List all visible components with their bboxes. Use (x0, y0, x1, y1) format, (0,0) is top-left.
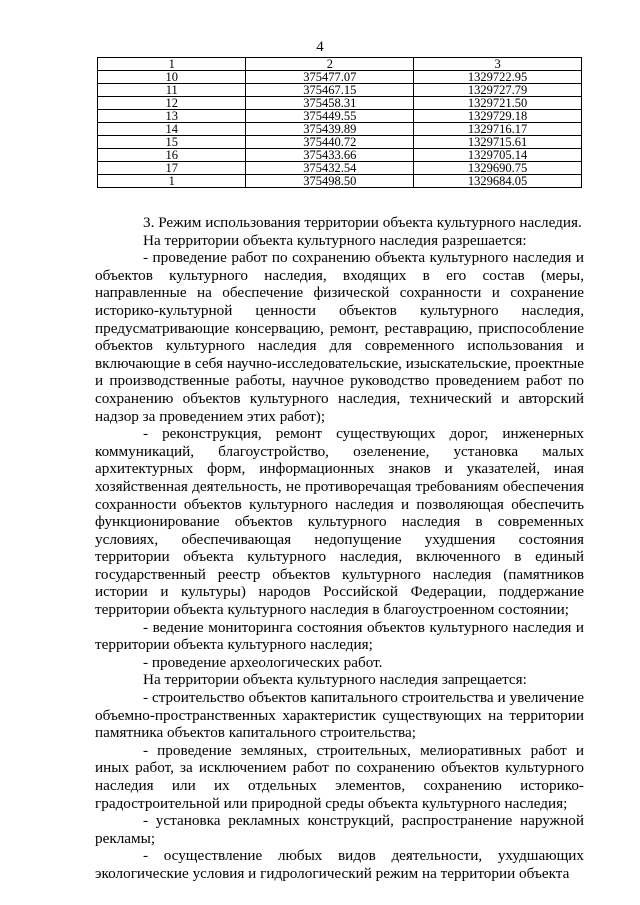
table-cell: 1329722.95 (414, 71, 582, 84)
table-cell: 14 (98, 123, 246, 136)
table-cell: 15 (98, 136, 246, 149)
list-item: - установка рекламных конструкций, распространение наружной рекламы; (95, 812, 584, 847)
table-cell: 375433.66 (246, 149, 414, 162)
paragraph: На территории объекта культурного наследия запрещается: (143, 671, 527, 689)
list-item: - строительство объектов капитального строительства и увеличение объемно-пространственных характеристик существующих на территории памятника объектов капитального строительства; (95, 689, 584, 742)
table-header-row (98, 58, 582, 71)
document-body (95, 214, 584, 883)
table-cell: 375477.07 (246, 71, 414, 84)
table-cell: 17 (98, 162, 246, 175)
table-row (98, 84, 582, 97)
table-row (98, 149, 582, 162)
table-header-cell: 3 (414, 58, 582, 71)
table-cell: 12 (98, 97, 246, 110)
table-cell: 375449.55 (246, 110, 414, 123)
coordinates-table (97, 57, 582, 188)
table-cell: 375458.31 (246, 97, 414, 110)
table-cell: 16 (98, 149, 246, 162)
table-row (98, 175, 582, 188)
section-heading: 3. Режим использования территории объекта культурного наследия. (143, 214, 582, 231)
table-cell: 375498.50 (246, 175, 414, 188)
paragraph: На территории объекта культурного наследия разрешается: (143, 231, 527, 249)
table-cell: 1329690.75 (414, 162, 582, 175)
table-row (98, 136, 582, 149)
table-cell: 1329729.18 (414, 110, 582, 123)
list-item: - проведение работ по сохранению объекта культурного наследия и объектов культурного наследия, входящих в его состав (меры, направленные на обеспечение физической сохранности и сохранение историко-культурной ценности объектов культурного наследия, предусматривающие консервацию, ремонт, реставрацию, приспособление объектов культурного наследия для современного использования и включающие в себя научно-исследовательские, изыскательские, проектные и производственные работы, научное руководство проведением работ по сохранению объектов культурного наследия, технический и авторский надзор за проведением этих работ); (95, 249, 584, 425)
list-item: - проведение земляных, строительных, мелиоративных работ и иных работ, за исключением работ по сохранению объектов культурного наследия или их отдельных элементов, сохранению историко-градостроительной или природной среды объекта культурного наследия; (95, 741, 584, 812)
table-cell: 375439.89 (246, 123, 414, 136)
table-cell: 1329716.17 (414, 123, 582, 136)
table-cell: 10 (98, 71, 246, 84)
list-item: - осуществление любых видов деятельности, ухудшающих экологические условия и гидрологический режим на территории объекта (95, 847, 584, 882)
list-item: - ведение мониторинга состояния объектов культурного наследия и территории объекта культурного наследия; (95, 618, 584, 654)
table-cell: 1329705.14 (414, 149, 582, 162)
list-item: - реконструкция, ремонт существующих дорог, инженерных коммуникаций, благоустройство, озеленение, установка малых архитектурных форм, информационных знаков и указателей, иная хозяйственная деятельность, не противоречащая требованиям обеспечения сохранности объектов культурного наследия и позволяющая обеспечить функционирование объектов культурного наследия в современных условиях, обеспечивающая недопущение ухудшения состояния территории объекта культурного наследия, включенного в единый государственный реестр объектов культурного наследия (памятников истории и культуры) народов Российской Федерации, поддержание территории объекта культурного наследия в благоустроенном состоянии; (95, 425, 584, 619)
table-header-cell: 2 (246, 58, 414, 71)
table-header-cell: 1 (98, 58, 246, 71)
table-cell: 1329684.05 (414, 175, 582, 188)
table-cell: 1329715.61 (414, 136, 582, 149)
table-row (98, 71, 582, 84)
table-cell: 375440.72 (246, 136, 414, 149)
table-row (98, 123, 582, 136)
list-item: - проведение археологических работ. (143, 653, 383, 671)
table-cell: 375432.54 (246, 162, 414, 175)
table-cell: 11 (98, 84, 246, 97)
table-row (98, 110, 582, 123)
table-cell: 13 (98, 110, 246, 123)
page-number: 4 (316, 39, 324, 55)
table-cell: 1329727.79 (414, 84, 582, 97)
table-row (98, 162, 582, 175)
table-cell: 375467.15 (246, 84, 414, 97)
table-cell: 1 (98, 175, 246, 188)
table-row (98, 97, 582, 110)
table-cell: 1329721.50 (414, 97, 582, 110)
